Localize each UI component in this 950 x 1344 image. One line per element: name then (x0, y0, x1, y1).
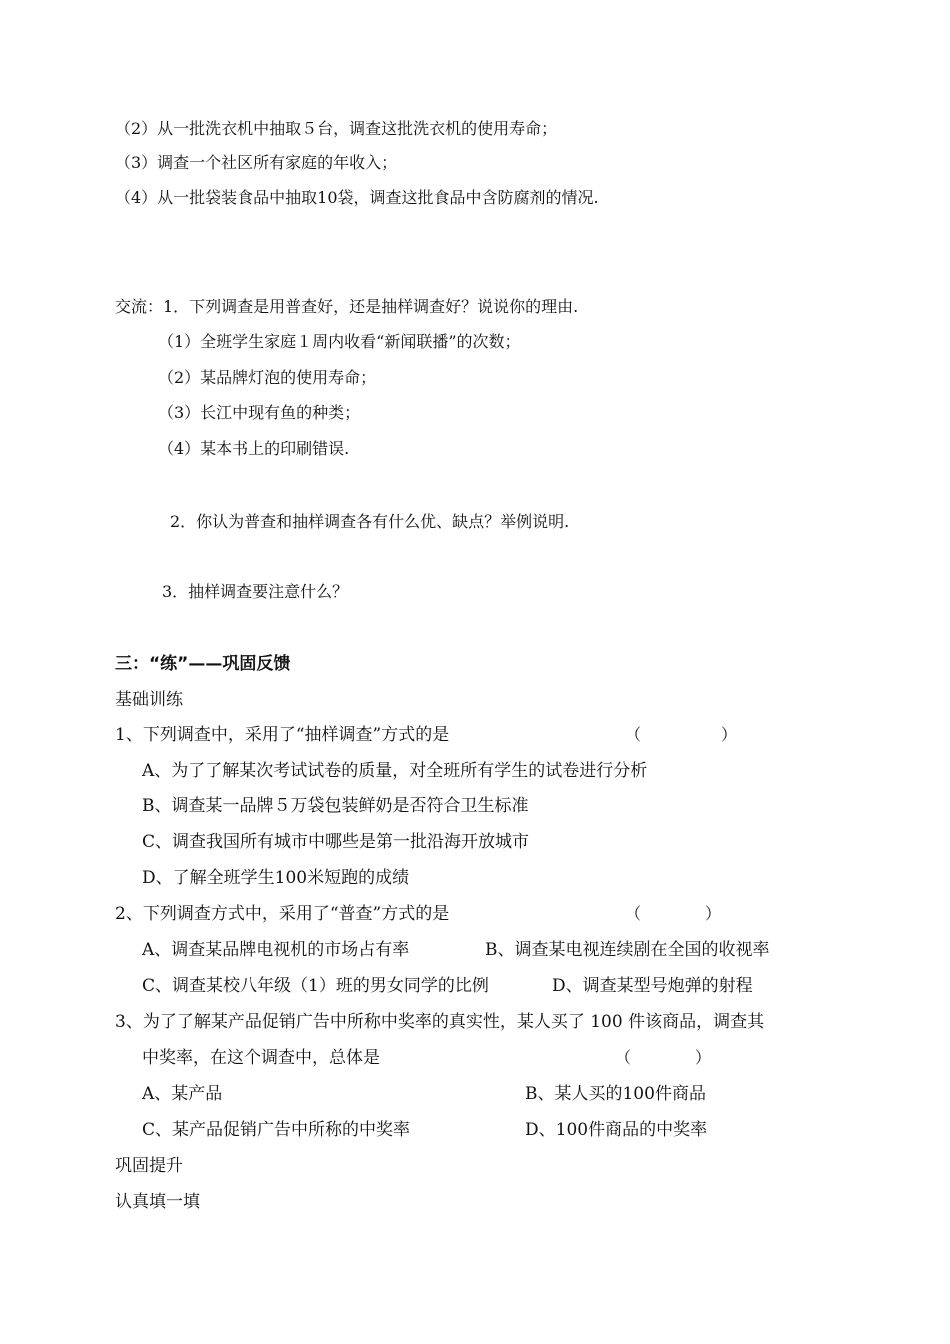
exchange-item-4: （4）某本书上的印刷错误. (158, 439, 350, 458)
q3-option-d: D、100件商品的中奖率 (525, 1120, 708, 1140)
q1-option-c: C、调查我国所有城市中哪些是第一批沿海开放城市 (142, 832, 530, 852)
exchange-question-1: 交流：1．下列调查是用普查好，还是抽样调查好？说说你的理由. (115, 297, 579, 316)
q3-option-c: C、某产品促销广告中所称的中奖率 (142, 1120, 411, 1140)
q2-answer-blank: （ ） (625, 904, 722, 923)
q3-option-b: B、某人买的100件商品 (525, 1084, 706, 1104)
q2-option-b: B、调查某电视连续剧在全国的收视率 (485, 940, 770, 960)
q1-option-b: B、调查某一品牌５万袋包装鲜奶是否符合卫生标准 (142, 796, 529, 816)
exchange-item-1: （1）全班学生家庭１周内收看“新闻联播”的次数； (158, 332, 521, 351)
exchange-question-2: 2．你认为普查和抽样调查各有什么优、缺点？举例说明. (170, 512, 570, 531)
section-heading: 三：“练”——巩固反馈 (115, 654, 291, 674)
q2-option-c: C、调查某校八年级（1）班的男女同学的比例 (142, 976, 489, 996)
q3-answer-blank: （ ） (615, 1048, 712, 1067)
basic-training-title: 基础训练 (115, 690, 183, 710)
fill-in-title: 认真填一填 (115, 1192, 200, 1212)
intro-item-2: （2）从一批洗衣机中抽取５台，调查这批洗衣机的使用寿命； (115, 119, 558, 138)
q2-stem: 2、下列调查方式中，采用了“普查”方式的是 (115, 904, 450, 924)
exchange-item-2: （2）某品牌灯泡的使用寿命； (158, 368, 377, 387)
exchange-item-3: （3）长江中现有鱼的种类； (158, 403, 361, 422)
q1-stem: 1、下列调查中，采用了“抽样调查”方式的是 (115, 725, 450, 745)
q1-option-d: D、了解全班学生100米短跑的成绩 (142, 868, 410, 888)
consolidate-title: 巩固提升 (115, 1156, 183, 1176)
q2-option-d: D、调查某型号炮弹的射程 (552, 976, 753, 996)
q3-option-a: A、某产品 (142, 1084, 223, 1104)
q2-option-a: A、调查某品牌电视机的市场占有率 (142, 940, 410, 960)
q1-answer-blank: （ ） (625, 725, 738, 744)
q3-stem-line-1: 3、为了了解某产品促销广告中所称中奖率的真实性，某人买了 100 件该商品，调查其 (115, 1012, 765, 1032)
exchange-question-3: 3．抽样调查要注意什么？ (162, 582, 349, 601)
q3-stem-line-2: 中奖率，在这个调查中，总体是 (142, 1048, 380, 1068)
intro-item-3: （3）调查一个社区所有家庭的年收入； (115, 153, 398, 172)
intro-item-4: （4）从一批袋装食品中抽取10袋，调查这批食品中含防腐剂的情况. (115, 188, 599, 207)
q1-option-a: A、为了了解某次考试试卷的质量，对全班所有学生的试卷进行分析 (142, 761, 648, 781)
